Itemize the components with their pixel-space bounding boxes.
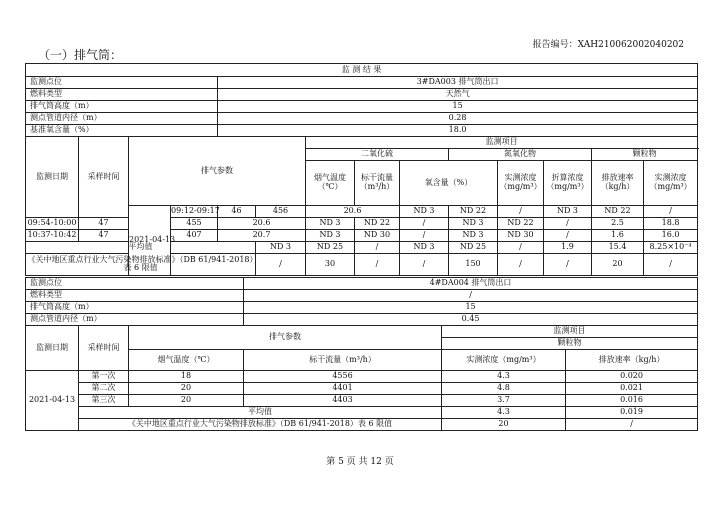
table-cell: / — [544, 229, 592, 241]
standard-label: 《关中地区重点行业大气污染物排放标准》（DB 61/941-2018）表 6 限值 — [26, 253, 256, 275]
table-cell: 4403 — [244, 395, 442, 407]
header-rate: 排放速率（kg/h） — [566, 350, 698, 371]
date-cell: 2021-04-13 — [129, 205, 171, 275]
header-date: 监测日期 — [26, 326, 79, 371]
section-title: （一）排气筒： — [38, 48, 123, 62]
header-time: 采样时间 — [79, 137, 129, 218]
header-so2: 二氧化硫 — [306, 149, 449, 161]
date-cell: 2021-04-13 — [26, 371, 79, 431]
header-temp: 烟气温度（℃） — [306, 161, 355, 206]
info-label: 排气筒高度（m） — [26, 302, 244, 314]
table-cell: 20.6 — [218, 217, 306, 229]
table-cell: 18 — [129, 371, 244, 383]
table-cell: 455 — [171, 217, 218, 229]
table-cell: 3.7 — [442, 395, 566, 407]
table-cell: 20.6 — [306, 205, 400, 217]
standard-cell: / — [544, 253, 592, 275]
table-cell: 09:54-10:00 — [26, 217, 79, 229]
table-cell: ND 3 — [400, 205, 449, 217]
table-cell: 46 — [218, 205, 256, 217]
table-cell: 0.020 — [566, 371, 698, 383]
average-cell: 8.25×10⁻⁴ — [644, 241, 698, 253]
table-cell: 18.8 — [644, 217, 698, 229]
header-items: 监测项目 — [306, 137, 698, 149]
standard-cell: 20 — [442, 419, 566, 431]
average-cell: ND 25 — [449, 241, 498, 253]
standard-cell: / — [400, 253, 449, 275]
header-nox: 氮氧化物 — [449, 149, 592, 161]
table-cell: 456 — [256, 205, 306, 217]
average-cell: ND 25 — [306, 241, 355, 253]
header-flow: 标干流量（m³/h） — [244, 350, 442, 371]
info-label: 排气筒高度（m） — [26, 101, 218, 113]
table-cell: ND 22 — [449, 205, 498, 217]
average-label: 平均值 — [79, 407, 442, 419]
standard-label: 《关中地区重点行业大气污染物排放标准》（DB 61/941-2018）表 6 限值 — [79, 419, 442, 431]
table-title: 监 测 结 果 — [26, 64, 698, 77]
info-value: 4#DA004 排气筒出口 — [244, 278, 698, 290]
table-cell: ND 3 — [306, 217, 355, 229]
standard-cell: / — [644, 253, 698, 275]
average-cell: 0.019 — [566, 407, 698, 419]
table-cell: 第一次 — [79, 371, 129, 383]
info-value: 15 — [218, 101, 698, 113]
page-number: 第 5 页 共 12 页 — [326, 457, 394, 467]
header-rate: 排放速率（kg/h） — [592, 161, 644, 206]
table-cell: ND 3 — [306, 229, 355, 241]
header-temp: 烟气温度（℃） — [129, 350, 244, 371]
average-label: 平均值 — [26, 241, 256, 253]
table-cell: 407 — [171, 229, 218, 241]
standard-cell: 150 — [449, 253, 498, 275]
monitoring-table-3 — [25, 63, 698, 276]
table-cell: ND 3 — [544, 205, 592, 217]
table-cell: ND 22 — [355, 217, 400, 229]
standard-cell: / — [498, 253, 544, 275]
header-meas: 实测浓度（mg/m³） — [442, 350, 566, 371]
standard-cell: / — [355, 253, 400, 275]
table-cell: 0.021 — [566, 383, 698, 395]
average-cell: ND 3 — [256, 241, 306, 253]
table-cell: 1.6 — [592, 229, 644, 241]
standard-cell: 30 — [306, 253, 355, 275]
average-cell: 4.3 — [442, 407, 566, 419]
header-meas: 实测浓度（mg/m³） — [498, 161, 544, 206]
table-cell: / — [544, 217, 592, 229]
table-cell: 16.0 — [644, 229, 698, 241]
average-cell: ND 3 — [400, 241, 449, 253]
table-cell: 2.5 — [592, 217, 644, 229]
header-o2: 氧含量（%） — [400, 161, 498, 206]
header-date: 监测日期 — [26, 137, 79, 218]
table-cell: 4556 — [244, 371, 442, 383]
info-label: 燃料类型 — [26, 89, 218, 101]
table-cell: ND 30 — [355, 229, 400, 241]
table-cell: 第二次 — [79, 383, 129, 395]
table-cell: 第三次 — [79, 395, 129, 407]
average-cell: 15.4 — [592, 241, 644, 253]
info-label: 测点管道内径（m） — [26, 314, 244, 326]
standard-cell: / — [566, 419, 698, 431]
info-label: 基准氧含量（%） — [26, 125, 218, 137]
info-value: 15 — [244, 302, 698, 314]
monitoring-table-4 — [25, 277, 698, 431]
header-params: 排气参数 — [129, 137, 306, 206]
table-cell: / — [498, 205, 544, 217]
info-label: 燃料类型 — [26, 290, 244, 302]
table-cell: 4.8 — [442, 383, 566, 395]
header-meas: 实测浓度（mg/m³） — [644, 161, 698, 206]
info-value: 18.0 — [218, 125, 698, 137]
table-cell: 0.016 — [566, 395, 698, 407]
table-cell: ND 22 — [592, 205, 644, 217]
table-cell: 20 — [129, 383, 244, 395]
header-pm: 颗粒物 — [442, 338, 698, 350]
table-cell: 47 — [79, 229, 129, 241]
table-cell: 20.7 — [218, 229, 306, 241]
table-cell: 10:37-10:42 — [26, 229, 79, 241]
table-cell: / — [400, 217, 449, 229]
header-time: 采样时间 — [79, 326, 129, 371]
report-number: 报告编号：XAH21006200204020​2 — [532, 40, 684, 50]
info-value: 3#DA003 排气筒出口 — [218, 77, 698, 89]
info-value: 0.28 — [218, 113, 698, 125]
table-cell: 20 — [129, 395, 244, 407]
info-label: 测点管道内径（m） — [26, 113, 218, 125]
header-flow: 标干流量（m³/h） — [355, 161, 400, 206]
table-cell: / — [400, 229, 449, 241]
header-conv: 折算浓度（mg/m³） — [544, 161, 592, 206]
standard-cell: / — [256, 253, 306, 275]
table-cell: ND 30 — [498, 229, 544, 241]
standard-cell: 20 — [592, 253, 644, 275]
info-label: 监测点位 — [26, 77, 218, 89]
header-pm: 颗粒物 — [592, 149, 698, 161]
info-value: 0.45 — [244, 314, 698, 326]
table-cell: / — [644, 205, 698, 217]
average-cell: 1.9 — [544, 241, 592, 253]
table-cell: ND 22 — [498, 217, 544, 229]
header-items: 监测项目 — [442, 326, 698, 338]
table-cell: 4401 — [244, 383, 442, 395]
average-cell: / — [355, 241, 400, 253]
table-cell: 4.3 — [442, 371, 566, 383]
table-cell: 09:12-09:17 — [171, 205, 218, 217]
table-cell: 47 — [79, 217, 129, 229]
table-cell: ND 3 — [449, 229, 498, 241]
info-label: 监测点位 — [26, 278, 244, 290]
info-value: 天然气 — [218, 89, 698, 101]
average-cell: / — [498, 241, 544, 253]
info-value: / — [244, 290, 698, 302]
header-params: 排气参数 — [129, 326, 442, 350]
table-cell: ND 3 — [449, 217, 498, 229]
